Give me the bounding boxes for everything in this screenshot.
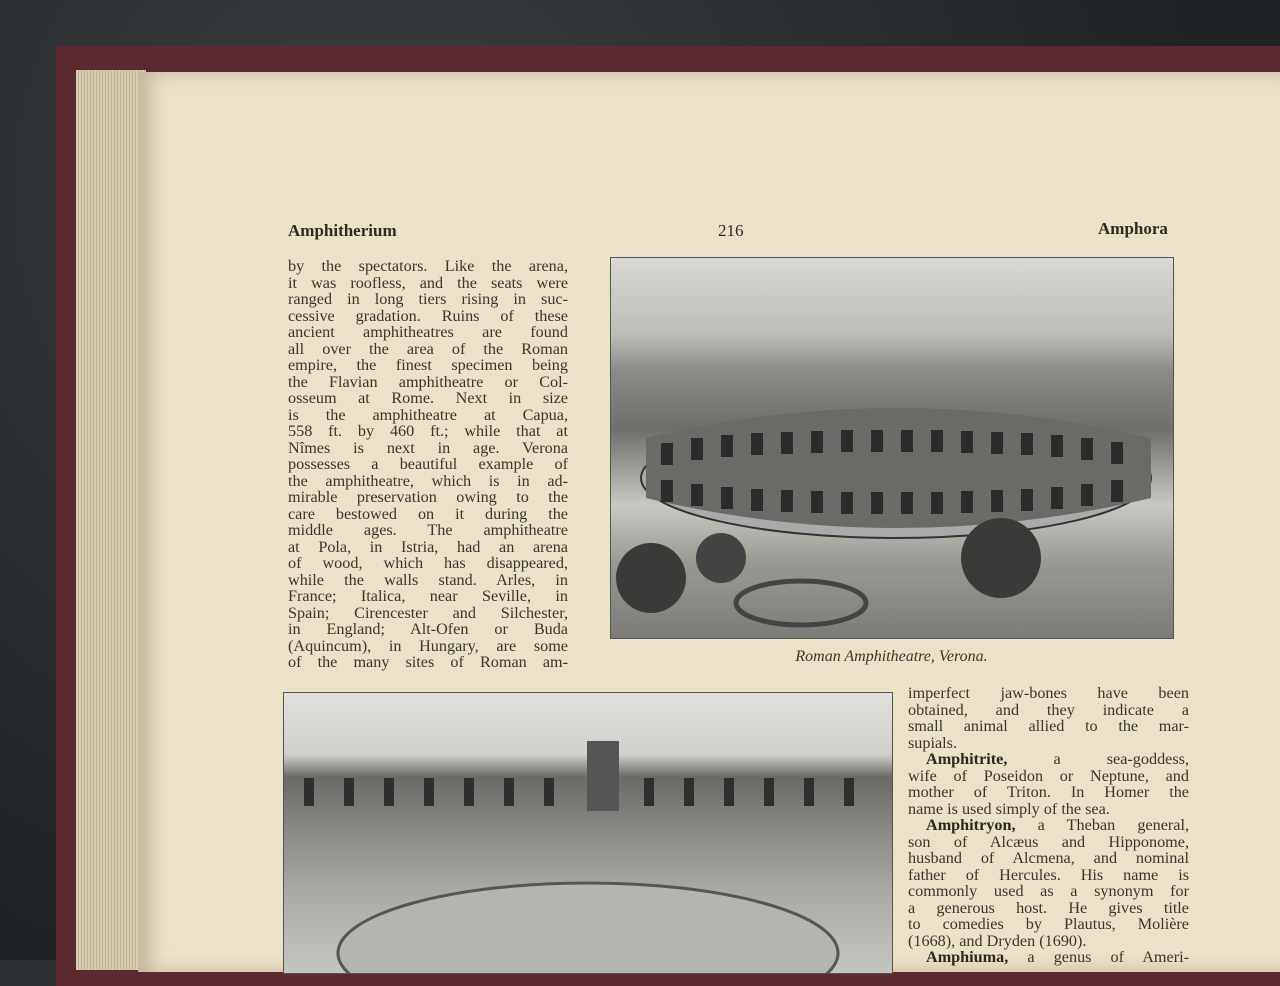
photo-arles-amphitheatre	[283, 692, 893, 974]
text-line	[908, 949, 1189, 966]
text-line: mother of Triton. In Homer the	[908, 783, 1189, 801]
text-line: by the spectators. Like the arena,	[288, 257, 568, 275]
text-line: in England; Alt-Ofen or Buda	[288, 620, 568, 638]
text-line: the Flavian amphitheatre or Col-	[288, 372, 568, 391]
text-line: imperfect jaw-bones have been	[908, 684, 1189, 702]
text-line: 558 ft. by 460 ft.; while that at	[288, 422, 568, 440]
entry-term: Amphiuma,	[926, 948, 1009, 966]
text-line: osseum at Rome. Next in size	[288, 389, 568, 407]
page-number: 216	[718, 221, 744, 240]
text-line: it was roofless, and the seats were	[288, 273, 568, 292]
text-line	[908, 817, 1189, 834]
text-line: Nîmes is next in age. Verona	[288, 438, 568, 457]
text-line: a generous host. He gives title	[908, 898, 1189, 917]
arles-arena-illustration	[284, 693, 892, 973]
entry-term: Amphitryon,	[926, 816, 1016, 834]
text-line: husband of Alcmena, and nominal	[908, 849, 1189, 867]
text-line: while the walls stand. Arles, in	[288, 570, 568, 589]
text-line: middle ages. The amphitheatre	[288, 521, 568, 539]
text-line: France; Italica, near Seville, in	[288, 587, 568, 605]
text-line	[908, 751, 1189, 768]
verona-arena-illustration	[611, 258, 1173, 638]
text-line: of the many sites of Roman am-	[288, 653, 568, 671]
text-line: of wood, which has disappeared,	[288, 554, 568, 572]
text-line: father of Hercules. His name is	[908, 865, 1189, 884]
figure-caption: Roman Amphitheatre, Verona.	[795, 648, 988, 665]
text-line: small animal allied to the mar-	[908, 717, 1189, 735]
text-line: is the amphitheatre at Capua,	[288, 405, 568, 424]
text-line: (Aquincum), in Hungary, are some	[288, 636, 568, 655]
text-line: at Pola, in Istria, had an arena	[288, 537, 568, 556]
right-column-text	[908, 685, 1189, 966]
text-line: Spain; Cirencester and Silchester,	[288, 603, 568, 622]
text-line: wife of Poseidon or Neptune, and	[908, 766, 1189, 785]
photo-verona-amphitheatre	[610, 257, 1174, 639]
page-edges	[76, 70, 146, 970]
text-line: commonly used as a synonym for	[908, 882, 1189, 900]
text-line: empire, the finest specimen being	[288, 356, 568, 374]
text-line: mirable preservation owing to the	[288, 488, 568, 506]
text-line: ranged in long tiers rising in suc-	[288, 290, 568, 308]
entry-text: a Theban general,	[1015, 816, 1189, 834]
text-line: care bestowed on it during the	[288, 504, 568, 523]
text-line: son of Alcæus and Hipponome,	[908, 832, 1189, 851]
text-line: supials.	[908, 733, 958, 752]
left-column-text	[288, 258, 568, 671]
text-line: ancient amphitheatres are found	[288, 323, 568, 341]
text-line: (1668), and Dryden (1690).	[908, 931, 1087, 950]
entry-text: a sea-goddess,	[1007, 750, 1189, 768]
text-line: possesses a beautiful example of	[288, 455, 568, 473]
entry-term: Amphitrite,	[926, 750, 1008, 768]
text-line: all over the area of the Roman	[288, 339, 568, 358]
running-head-right: Amphora	[1098, 219, 1168, 238]
text-line: cessive gradation. Ruins of these	[288, 306, 568, 325]
text-line: the amphitheatre, which is in ad-	[288, 471, 568, 490]
text-line: obtained, and they indicate a	[908, 700, 1189, 719]
running-head-left: Amphitherium	[288, 221, 397, 240]
entry-text: a genus of Ameri-	[1008, 948, 1189, 966]
text-line: name is used simply of the sea.	[908, 799, 1110, 818]
text-line: to comedies by Plautus, Molière	[908, 915, 1189, 933]
